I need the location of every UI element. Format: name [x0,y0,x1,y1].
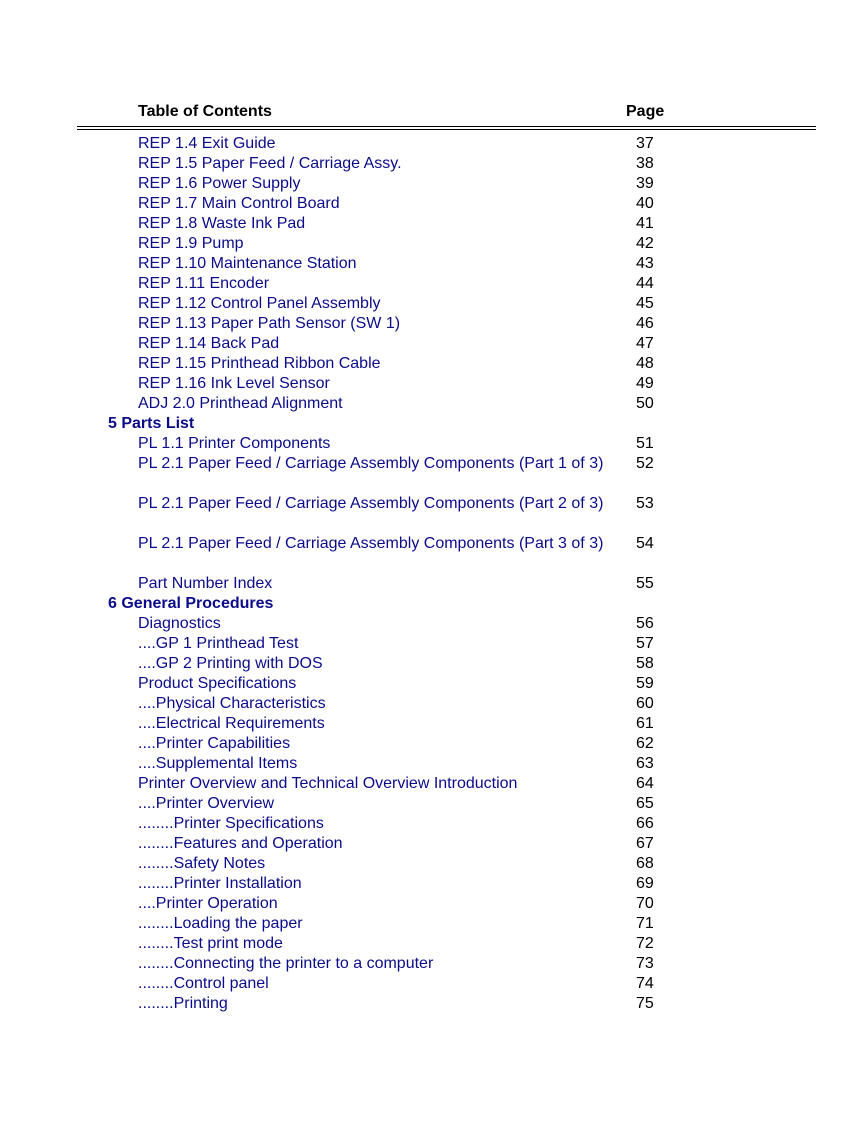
toc-entry[interactable] [0,774,866,794]
toc-entry-page: 73 [636,955,654,972]
toc-entry-page: 69 [636,875,654,892]
toc-entry[interactable] [0,274,866,294]
toc-entry[interactable] [0,694,866,714]
toc-entry-title[interactable]: ....Printer Capabilities [138,735,291,752]
toc-entry[interactable] [0,874,866,894]
toc-entry-page: 61 [636,715,654,732]
toc-entry-title[interactable]: PL 2.1 Paper Feed / Carriage Assembly Components (Part 3 of 3) [138,535,604,552]
header-rule-bottom [77,129,816,130]
toc-entry-title[interactable]: REP 1.8 Waste Ink Pad [138,215,306,232]
toc-entry[interactable] [0,934,866,954]
toc-entry[interactable] [0,534,866,574]
toc-entry-title[interactable]: ........Safety Notes [138,855,266,872]
toc-entry-page: 56 [636,615,654,632]
toc-entry-title[interactable]: Product Specifications [138,675,297,692]
toc-entry-title[interactable]: ........Printer Installation [138,875,302,892]
toc-entry-title[interactable]: ........Loading the paper [138,915,303,932]
section-title: 5 Parts List [108,415,195,432]
toc-entry[interactable] [0,214,866,234]
toc-entry-page: 46 [636,315,654,332]
toc-entry-title[interactable]: PL 2.1 Paper Feed / Carriage Assembly Components (Part 1 of 3) [138,455,604,472]
toc-entry-page: 60 [636,695,654,712]
toc-entry[interactable] [0,134,866,154]
toc-entry-title[interactable]: REP 1.12 Control Panel Assembly [138,295,381,312]
toc-entry-page: 54 [636,535,654,552]
toc-entry[interactable] [0,574,866,594]
toc-entry-page: 47 [636,335,654,352]
toc-entry[interactable] [0,654,866,674]
toc-entry[interactable] [0,614,866,634]
toc-entry-title[interactable]: ....Physical Characteristics [138,695,326,712]
toc-entry-title[interactable]: ........Printer Specifications [138,815,324,832]
toc-section-heading [0,594,866,614]
toc-entry[interactable] [0,374,866,394]
toc-entry-title[interactable]: ....Electrical Requirements [138,715,325,732]
toc-entry-page: 65 [636,795,654,812]
toc-entry-title[interactable]: ....Printer Operation [138,895,278,912]
toc-entry[interactable] [0,354,866,374]
toc-entry-page: 75 [636,995,654,1012]
toc-entry-title[interactable]: ........Printing [138,995,228,1012]
toc-entry-page: 48 [636,355,654,372]
toc-entry-page: 37 [636,135,654,152]
toc-entry[interactable] [0,854,866,874]
toc-entry-title[interactable]: ....GP 2 Printing with DOS [138,655,323,672]
toc-entry-page: 44 [636,275,654,292]
toc-entry-title[interactable]: REP 1.11 Encoder [138,275,270,292]
toc-entry-page: 59 [636,675,654,692]
toc-entry-title[interactable]: PL 2.1 Paper Feed / Carriage Assembly Components (Part 2 of 3) [138,495,604,512]
toc-entry[interactable] [0,154,866,174]
toc-entry-title[interactable]: REP 1.16 Ink Level Sensor [138,375,330,392]
toc-entry[interactable] [0,254,866,274]
toc-entry[interactable] [0,734,866,754]
toc-entry-title[interactable]: Printer Overview and Technical Overview Introduction [138,775,518,792]
toc-entry-page: 45 [636,295,654,312]
toc-entry[interactable] [0,994,866,1014]
toc-entry[interactable] [0,814,866,834]
toc-entry[interactable] [0,174,866,194]
toc-entry-page: 66 [636,815,654,832]
toc-entry-page: 62 [636,735,654,752]
toc-entry-page: 38 [636,155,654,172]
toc-entry-title[interactable]: REP 1.13 Paper Path Sensor (SW 1) [138,315,401,332]
toc-entry[interactable] [0,494,866,534]
toc-entry[interactable] [0,314,866,334]
toc-entry[interactable] [0,754,866,774]
toc-entry[interactable] [0,394,866,414]
toc-entry-page: 71 [636,915,654,932]
toc-entry-page: 53 [636,495,654,512]
toc-entry-title[interactable]: ........Features and Operation [138,835,343,852]
toc-entry-title[interactable]: Diagnostics [138,615,221,632]
toc-entry-title[interactable]: REP 1.6 Power Supply [138,175,301,192]
toc-entry-title[interactable]: PL 1.1 Printer Components [138,435,331,452]
toc-entry-title[interactable]: REP 1.14 Back Pad [138,335,280,352]
toc-entry-page: 41 [636,215,654,232]
toc-section-heading [0,414,866,434]
page-column-header: Page [626,103,665,120]
toc-entry-page: 57 [636,635,654,652]
toc-entry-page: 70 [636,895,654,912]
toc-entry[interactable] [0,674,866,694]
toc-entry-page: 63 [636,755,654,772]
toc-entry-page: 51 [636,435,654,452]
toc-entry[interactable] [0,894,866,914]
toc-entry[interactable] [0,634,866,654]
toc-entry[interactable] [0,914,866,934]
toc-entry-title[interactable]: ........Control panel [138,975,269,992]
toc-entry[interactable] [0,954,866,974]
toc-entry-page: 74 [636,975,654,992]
toc-entry-page: 50 [636,395,654,412]
toc-entry-page: 40 [636,195,654,212]
toc-entry-title[interactable]: ........Test print mode [138,935,283,952]
toc-entry[interactable] [0,974,866,994]
toc-entry-title[interactable]: ....GP 1 Printhead Test [138,635,299,652]
toc-entry-title[interactable]: ....Printer Overview [138,795,275,812]
toc-entry-title[interactable]: ....Supplemental Items [138,755,298,772]
toc-entry-page: 55 [636,575,654,592]
toc-entry-page: 52 [636,455,654,472]
toc-list [0,134,866,1014]
toc-entry-title[interactable]: REP 1.10 Maintenance Station [138,255,357,272]
toc-entry-title[interactable]: REP 1.9 Pump [138,235,244,252]
toc-entry-title[interactable]: REP 1.15 Printhead Ribbon Cable [138,355,381,372]
toc-title: Table of Contents [138,103,272,120]
toc-entry-page: 64 [636,775,654,792]
toc-entry[interactable] [0,194,866,214]
toc-entry[interactable] [0,294,866,314]
toc-entry[interactable] [0,234,866,254]
toc-entry[interactable] [0,794,866,814]
toc-entry-title[interactable]: REP 1.5 Paper Feed / Carriage Assy. [138,155,402,172]
toc-entry-title[interactable]: REP 1.7 Main Control Board [138,195,340,212]
toc-entry-page: 42 [636,235,654,252]
toc-entry-page: 67 [636,835,654,852]
toc-entry-page: 43 [636,255,654,272]
toc-entry-page: 72 [636,935,654,952]
section-title: 6 General Procedures [108,595,274,612]
toc-entry[interactable] [0,834,866,854]
toc-entry-title[interactable]: ADJ 2.0 Printhead Alignment [138,395,343,412]
toc-entry[interactable] [0,434,866,454]
toc-entry[interactable] [0,454,866,494]
toc-entry-page: 39 [636,175,654,192]
toc-entry[interactable] [0,334,866,354]
toc-entry-title[interactable]: Part Number Index [138,575,273,592]
toc-entry-page: 49 [636,375,654,392]
toc-entry[interactable] [0,714,866,734]
toc-entry-title[interactable]: REP 1.4 Exit Guide [138,135,276,152]
toc-entry-title[interactable]: ........Connecting the printer to a computer [138,955,434,972]
toc-entry-page: 58 [636,655,654,672]
header-rule-top [77,126,816,127]
toc-entry-page: 68 [636,855,654,872]
